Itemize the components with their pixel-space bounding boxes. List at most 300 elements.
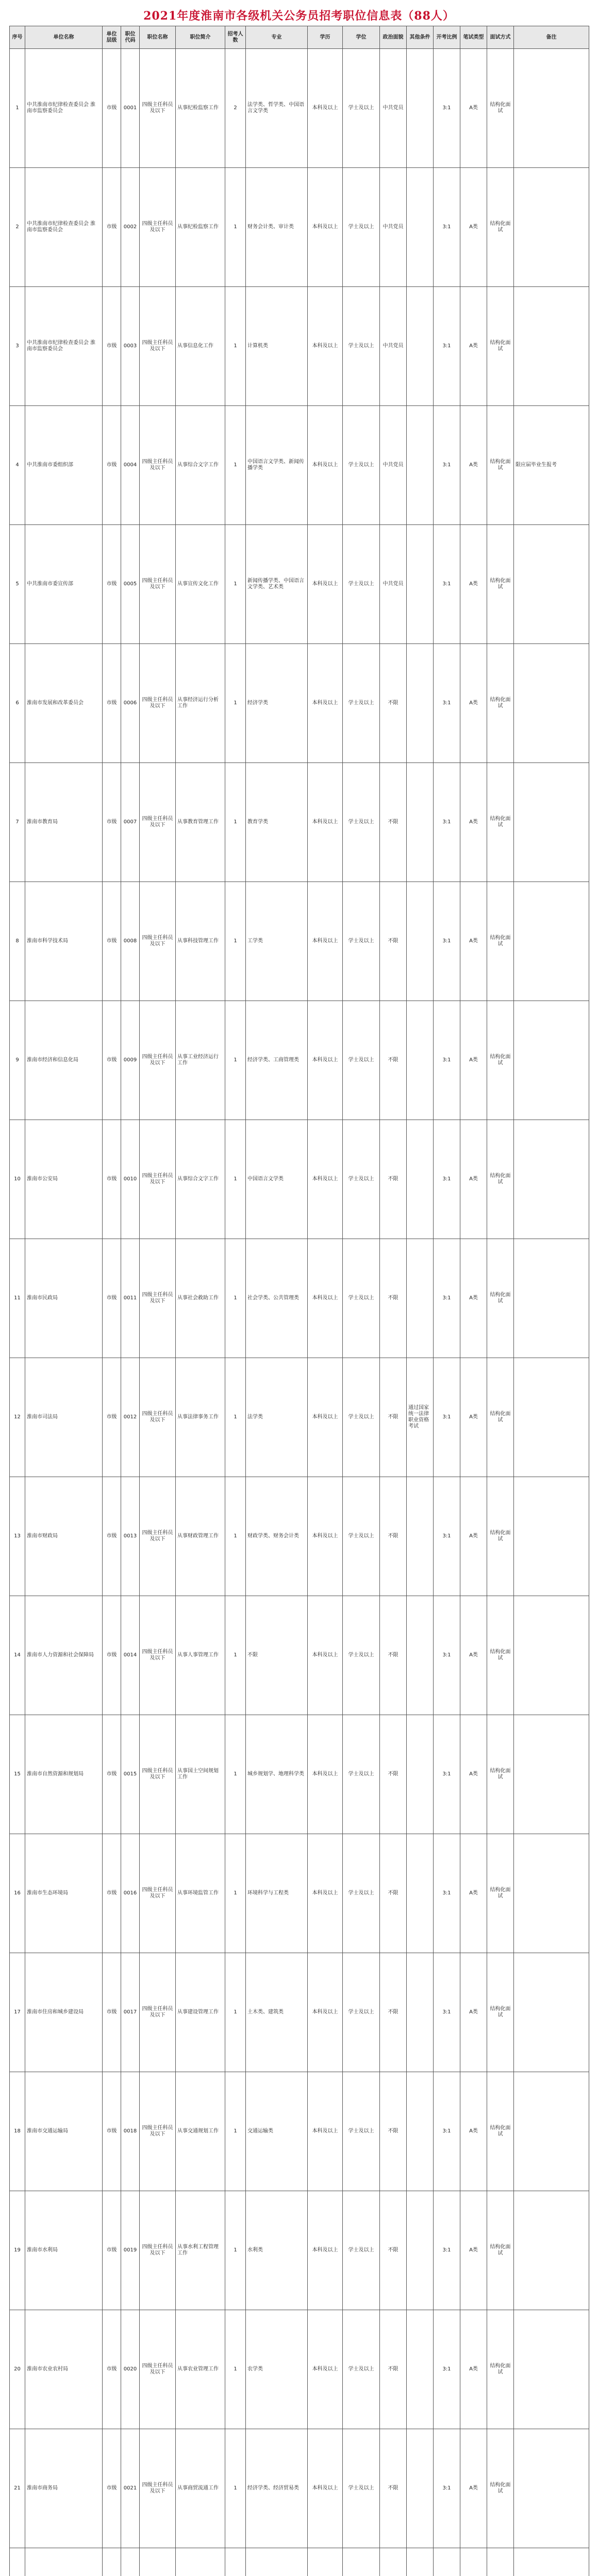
table-cell: 中国语言文学类 [246,1120,308,1239]
table-cell: 四级主任科员及以下 [140,525,176,644]
table-cell: 计算机类 [246,287,308,406]
table-cell [407,2310,434,2429]
table-cell: 从事经济运行分析工作 [176,644,225,763]
table-cell: 0021 [121,2429,140,2548]
table-cell: 1 [225,1001,246,1120]
table-cell: 本科及以上 [308,2191,343,2310]
table-cell: 学士及以上 [343,1834,380,1953]
table-cell: 不限 [380,2072,407,2191]
table-cell: 0002 [121,168,140,287]
table-cell: 1 [225,1358,246,1477]
table-cell: 不限 [380,882,407,1001]
table-cell: 结构化面试 [487,644,514,763]
table-cell: 3:1 [434,1953,460,2072]
table-cell: 0003 [121,287,140,406]
table-cell [514,1953,589,2072]
table-cell: 四级主任科员及以下 [140,2191,176,2310]
table-cell: 0013 [121,1477,140,1596]
table-cell: 淮南市发展和改革委员会 [25,644,103,763]
table-cell: A类 [460,1239,487,1358]
table-cell: 不限 [380,1001,407,1120]
table-cell: 12 [10,1358,25,1477]
table-cell: 不限 [380,1834,407,1953]
table-cell: 限应届毕业生报考 [514,406,589,525]
table-cell: 0009 [121,1001,140,1120]
table-cell: 1 [225,1834,246,1953]
table-cell: 本科及以上 [308,882,343,1001]
table-cell: A类 [460,1834,487,1953]
table-cell: 淮南市公安局 [25,1120,103,1239]
table-cell: 2 [10,168,25,287]
table-cell: A类 [460,1596,487,1715]
table-cell: 市级 [103,882,121,1001]
table-cell: 市级 [103,1001,121,1120]
table-cell: 结构化面试 [487,1001,514,1120]
table-cell: 四级主任科员及以下 [140,1120,176,1239]
column-header: 职位代码 [121,26,140,49]
column-header: 学位 [343,26,380,49]
table-cell: 市级 [103,1477,121,1596]
table-cell: 结构化面试 [487,1715,514,1834]
table-cell: 1 [225,287,246,406]
column-header: 开考比例 [434,26,460,49]
table-row [10,644,589,763]
table-cell: 3:1 [434,1477,460,1596]
table-cell: 四级主任科员及以下 [140,1001,176,1120]
table-cell: 本科及以上 [308,2429,343,2548]
column-header: 单位名称 [25,26,103,49]
table-cell: 从事法律事务工作 [176,1358,225,1477]
table-cell [407,2191,434,2310]
table-cell [407,49,434,168]
table-cell [434,2548,460,2576]
table-cell: A类 [460,1715,487,1834]
table-cell: 经济学类、工商管理类 [246,1001,308,1120]
table-cell: 结构化面试 [487,49,514,168]
table-cell: 不限 [380,2191,407,2310]
table-cell: 从事工业经济运行工作 [176,1001,225,1120]
table-cell: 结构化面试 [487,2429,514,2548]
column-header: 笔试类型 [460,26,487,49]
table-cell: 中共党员 [380,287,407,406]
table-cell: 从事水利工程管理工作 [176,2191,225,2310]
column-header: 学历 [308,26,343,49]
table-cell: 淮南市科学技术局 [25,882,103,1001]
table-cell: 学士及以上 [343,2310,380,2429]
table-cell: 从事环境监管工作 [176,1834,225,1953]
table-cell [407,882,434,1001]
table-cell [407,1596,434,1715]
table-cell: 四级主任科员及以下 [140,1477,176,1596]
table-cell: 从事商贸流通工作 [176,2429,225,2548]
table-cell: 中国语言文学类、新闻传播学类 [246,406,308,525]
table-cell [140,2548,176,2576]
table-cell: A类 [460,1358,487,1477]
table-cell: 中共淮南市纪律检查委员会 淮南市监察委员会 [25,49,103,168]
table-cell [407,1477,434,1596]
table-cell [514,49,589,168]
table-cell: 1 [225,763,246,882]
table-cell: 本科及以上 [308,1239,343,1358]
table-cell: 结构化面试 [487,2191,514,2310]
table-header [10,26,589,49]
column-header: 面试方式 [487,26,514,49]
table-cell: 学士及以上 [343,882,380,1001]
table-cell: 市级 [103,406,121,525]
table-cell [514,287,589,406]
table-cell: 3:1 [434,1715,460,1834]
table-cell: 18 [10,2072,25,2191]
table-cell: 学士及以上 [343,1477,380,1596]
table-cell: 学士及以上 [343,49,380,168]
table-row [10,1358,589,1477]
table-cell: 淮南市商务局 [25,2429,103,2548]
table-row [10,1120,589,1239]
column-header: 招考人数 [225,26,246,49]
table-cell [514,1477,589,1596]
table-cell: 3:1 [434,406,460,525]
table-cell: 环境科学与工程类 [246,1834,308,1953]
table-cell: 本科及以上 [308,1715,343,1834]
table-cell: 结构化面试 [487,287,514,406]
table-cell [514,1715,589,1834]
table-cell [514,1239,589,1358]
table-cell: 从事综合文字工作 [176,406,225,525]
table-cell: 1 [225,525,246,644]
column-header: 职位简介 [176,26,225,49]
column-header: 其他条件 [407,26,434,49]
table-cell [407,406,434,525]
table-cell: 1 [225,168,246,287]
table-cell: 结构化面试 [487,525,514,644]
table-cell: 法学类、哲学类、中国语言文学类 [246,49,308,168]
table-body [10,49,589,2576]
table-cell: 本科及以上 [308,1834,343,1953]
table-cell: 中共淮南市委宣传部 [25,525,103,644]
table-cell [487,2548,514,2576]
table-cell: 市级 [103,1239,121,1358]
table-cell [407,287,434,406]
table-cell: 本科及以上 [308,2072,343,2191]
table-cell: 3:1 [434,287,460,406]
table-cell: 不限 [380,1477,407,1596]
table-cell: 四级主任科员及以下 [140,2072,176,2191]
table-cell: 结构化面试 [487,1358,514,1477]
table-cell: 淮南市教育局 [25,763,103,882]
table-cell: 四级主任科员及以下 [140,2310,176,2429]
table-cell: 10 [10,1120,25,1239]
table-cell: 四级主任科员及以下 [140,882,176,1001]
table-cell: 淮南市水利局 [25,2191,103,2310]
table-cell [407,2072,434,2191]
table-cell: 0012 [121,1358,140,1477]
table-cell: 学士及以上 [343,1596,380,1715]
table-cell: 四级主任科员及以下 [140,168,176,287]
table-cell: A类 [460,882,487,1001]
table-cell: 学士及以上 [343,406,380,525]
table-cell [460,2548,487,2576]
table-cell: A类 [460,2429,487,2548]
table-cell: 四级主任科员及以下 [140,49,176,168]
table-row [10,1715,589,1834]
table-cell: 四级主任科员及以下 [140,1239,176,1358]
table-cell [514,882,589,1001]
table-cell [407,1834,434,1953]
table-cell: 四级主任科员及以下 [140,763,176,882]
table-cell: 0001 [121,49,140,168]
table-cell: 17 [10,1953,25,2072]
table-cell: 水利类 [246,2191,308,2310]
table-cell [10,2548,25,2576]
table-cell: 16 [10,1834,25,1953]
table-cell: 四级主任科员及以下 [140,1834,176,1953]
table-cell: 1 [225,1120,246,1239]
table-cell: 0006 [121,644,140,763]
table-cell: 学士及以上 [343,1358,380,1477]
table-cell: 不限 [380,763,407,882]
column-header: 职位名称 [140,26,176,49]
table-cell: 1 [225,2072,246,2191]
table-cell: 从事科技管理工作 [176,882,225,1001]
table-cell [176,2548,225,2576]
table-cell: 社会学类、公共管理类 [246,1239,308,1358]
table-cell: 不限 [380,1715,407,1834]
table-cell: 学士及以上 [343,1953,380,2072]
table-cell: 工学类 [246,882,308,1001]
table-cell: 3 [10,287,25,406]
table-cell: 0005 [121,525,140,644]
table-cell: 从事交通规划工作 [176,2072,225,2191]
table-cell: 11 [10,1239,25,1358]
table-cell: 1 [225,1596,246,1715]
table-cell [246,2548,308,2576]
table-cell: 法学类 [246,1358,308,1477]
table-cell: 经济学类、经济贸易类 [246,2429,308,2548]
table-cell: 3:1 [434,2310,460,2429]
table-cell: 中共党员 [380,168,407,287]
table-cell: 淮南市司法局 [25,1358,103,1477]
table-cell [407,525,434,644]
table-cell [514,644,589,763]
table-cell: 淮南市财政局 [25,1477,103,1596]
table-cell: 农学类 [246,2310,308,2429]
table-cell: A类 [460,644,487,763]
table-cell: 1 [225,2191,246,2310]
table-cell: 中共党员 [380,406,407,525]
table-cell: 市级 [103,1120,121,1239]
table-cell: 本科及以上 [308,1477,343,1596]
table-cell: 3:1 [434,882,460,1001]
table-cell: 中共党员 [380,49,407,168]
table-cell: 0014 [121,1596,140,1715]
table-cell [407,168,434,287]
table-cell: 从事综合文字工作 [176,1120,225,1239]
table-cell: 0020 [121,2310,140,2429]
table-cell: 3:1 [434,1358,460,1477]
table-cell [308,2548,343,2576]
table-cell: 本科及以上 [308,1120,343,1239]
table-row [10,1001,589,1120]
table-cell: 本科及以上 [308,406,343,525]
table-cell: 结构化面试 [487,763,514,882]
column-header: 政治面貌 [380,26,407,49]
table-cell: A类 [460,406,487,525]
table-cell: 淮南市交通运输局 [25,2072,103,2191]
table-cell: 1 [225,1715,246,1834]
table-cell: 四级主任科员及以下 [140,1953,176,2072]
table-cell: 0017 [121,1953,140,2072]
table-cell: 1 [10,49,25,168]
table-cell: 从事农业管理工作 [176,2310,225,2429]
table-cell: 不限 [380,2310,407,2429]
table-cell: 本科及以上 [308,2310,343,2429]
table-cell: A类 [460,1953,487,2072]
table-row [10,2072,589,2191]
table-cell: 4 [10,406,25,525]
table-row [10,406,589,525]
table-cell: 不限 [380,2429,407,2548]
table-cell: 0018 [121,2072,140,2191]
table-cell: A类 [460,287,487,406]
table-cell: 1 [225,1953,246,2072]
table-cell: 本科及以上 [308,287,343,406]
table-cell: 结构化面试 [487,1953,514,2072]
table-cell: 学士及以上 [343,525,380,644]
table-row [10,1596,589,1715]
table-cell: 市级 [103,1596,121,1715]
table-cell: 淮南市民政局 [25,1239,103,1358]
table-row [10,49,589,168]
table-cell: 0008 [121,882,140,1001]
table-cell: 淮南市人力资源和社会保障局 [25,1596,103,1715]
table-cell: 14 [10,1596,25,1715]
table-cell: 不限 [380,1358,407,1477]
table-cell: 淮南市住房和城乡建设局 [25,1953,103,2072]
table-cell: 1 [225,644,246,763]
table-cell: 学士及以上 [343,2429,380,2548]
table-cell: 中共淮南市纪律检查委员会 淮南市监察委员会 [25,168,103,287]
table-row [10,2191,589,2310]
table-cell: A类 [460,525,487,644]
table-cell: 市级 [103,1953,121,2072]
table-cell: 不限 [380,1120,407,1239]
table-cell: 财务会计类、审计类 [246,168,308,287]
table-row [10,2548,589,2576]
table-cell: 四级主任科员及以下 [140,1358,176,1477]
table-cell: 学士及以上 [343,1120,380,1239]
table-cell [25,2548,103,2576]
table-cell: 0011 [121,1239,140,1358]
table-cell: 四级主任科员及以下 [140,287,176,406]
table-cell: 3:1 [434,644,460,763]
table-cell: 学士及以上 [343,168,380,287]
table-cell: 结构化面试 [487,1239,514,1358]
table-cell: 本科及以上 [308,763,343,882]
table-cell: 从事纪检监察工作 [176,168,225,287]
table-cell: 20 [10,2310,25,2429]
table-cell: 淮南市经济和信息化局 [25,1001,103,1120]
table-row [10,1239,589,1358]
table-cell: 3:1 [434,49,460,168]
table-cell: 市级 [103,168,121,287]
table-cell: A类 [460,168,487,287]
table-row [10,1477,589,1596]
table-cell: 不限 [246,1596,308,1715]
table-cell: 四级主任科员及以下 [140,1596,176,1715]
table-cell: 从事教育管理工作 [176,763,225,882]
table-cell: 市级 [103,49,121,168]
table-row [10,882,589,1001]
table-cell: 1 [225,2429,246,2548]
table-cell: 19 [10,2191,25,2310]
table-cell: 2 [225,49,246,168]
table-row [10,1834,589,1953]
table-cell: 0007 [121,763,140,882]
table-cell: 0019 [121,2191,140,2310]
table-cell: 3:1 [434,168,460,287]
table-cell: 3:1 [434,2191,460,2310]
table-cell [407,1001,434,1120]
table-cell: 本科及以上 [308,168,343,287]
position-table [9,26,589,2576]
table-row [10,2429,589,2548]
table-cell: 3:1 [434,1834,460,1953]
table-cell: 0016 [121,1834,140,1953]
table-cell [514,2072,589,2191]
table-cell [407,1120,434,1239]
table-cell: 0015 [121,1715,140,1834]
table-cell: A类 [460,2072,487,2191]
table-cell: 本科及以上 [308,1596,343,1715]
table-cell [514,2429,589,2548]
table-cell: 从事信息化工作 [176,287,225,406]
table-row [10,2310,589,2429]
table-cell: 学士及以上 [343,763,380,882]
table-cell [514,168,589,287]
table-cell: 市级 [103,644,121,763]
table-cell: 15 [10,1715,25,1834]
table-cell: 中共淮南市委组织部 [25,406,103,525]
table-cell: 不限 [380,1596,407,1715]
table-cell [407,1239,434,1358]
table-cell: 市级 [103,2310,121,2429]
table-cell: 结构化面试 [487,168,514,287]
table-cell: 市级 [103,763,121,882]
table-cell: 结构化面试 [487,1120,514,1239]
table-cell: 本科及以上 [308,1358,343,1477]
table-cell: 市级 [103,2191,121,2310]
table-cell: 本科及以上 [308,1953,343,2072]
table-cell: 财政学类、财务会计类 [246,1477,308,1596]
table-cell: 交通运输类 [246,2072,308,2191]
table-cell [380,2548,407,2576]
table-cell: 学士及以上 [343,644,380,763]
table-cell: 通过国家统一法律职业资格考试 [407,1358,434,1477]
table-cell: 结构化面试 [487,882,514,1001]
table-cell: A类 [460,2310,487,2429]
table-cell: 9 [10,1001,25,1120]
table-cell: 经济学类 [246,644,308,763]
table-cell: 本科及以上 [308,1001,343,1120]
table-cell: 本科及以上 [308,49,343,168]
column-header: 专业 [246,26,308,49]
table-cell: 3:1 [434,2072,460,2191]
table-cell: 1 [225,1239,246,1358]
table-cell: 从事建设管理工作 [176,1953,225,2072]
table-cell: A类 [460,1120,487,1239]
table-cell: 1 [225,406,246,525]
table-cell: 不限 [380,1953,407,2072]
